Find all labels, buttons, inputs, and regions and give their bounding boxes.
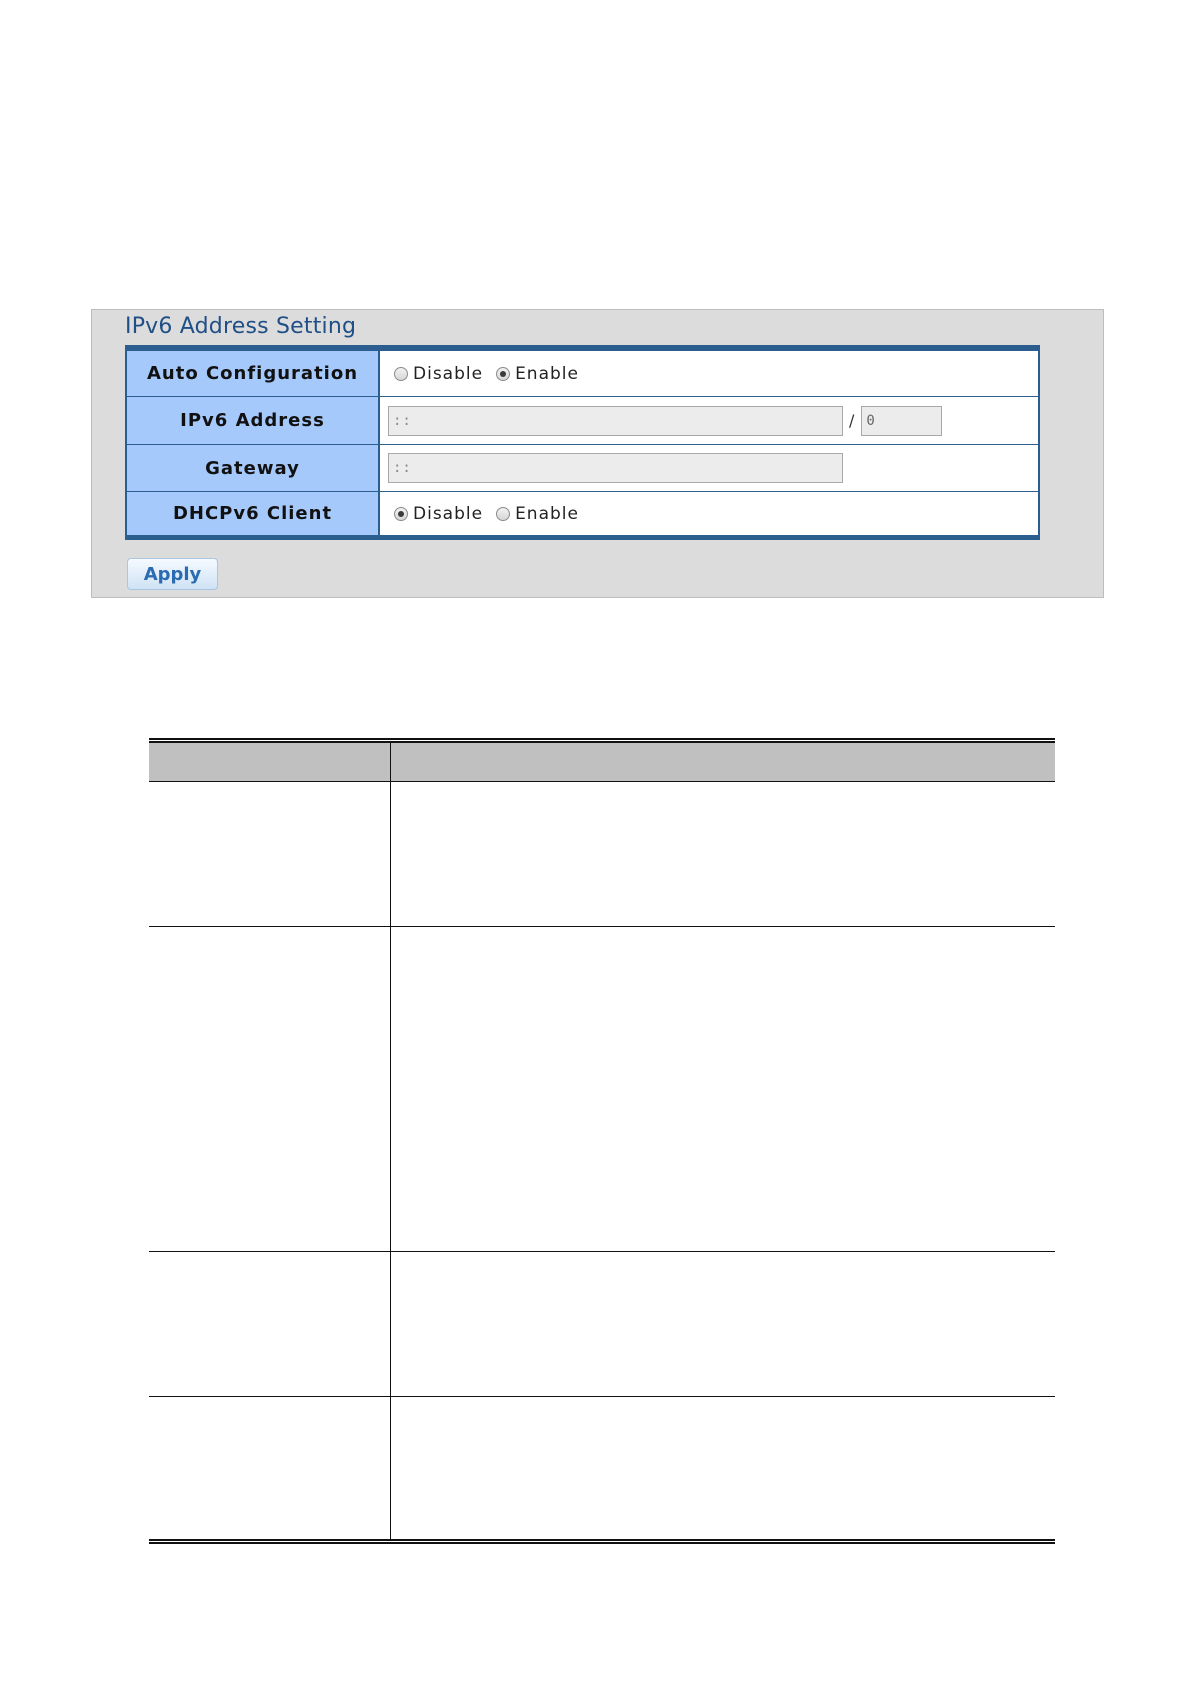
dhcpv6-client-enable-radio[interactable] xyxy=(496,507,510,521)
ipv6-address-input[interactable]: :: xyxy=(388,406,843,436)
gateway-input[interactable]: :: xyxy=(388,453,843,483)
auto-configuration-disable-label[interactable]: Disable xyxy=(413,363,484,384)
description-table-header xyxy=(149,741,1055,782)
dhcpv6-client-label: DHCPv6 Client xyxy=(127,492,380,535)
auto-configuration-row xyxy=(127,351,1038,397)
auto-configuration-disable-radio[interactable] xyxy=(394,367,408,381)
object-cell xyxy=(149,927,391,1252)
description-table xyxy=(149,738,1055,1544)
object-cell xyxy=(149,1252,391,1397)
description-cell xyxy=(391,782,1056,927)
gateway-row xyxy=(127,445,1038,492)
ipv6-settings-panel xyxy=(91,309,1104,598)
description-cell xyxy=(391,1252,1056,1397)
gateway-label: Gateway xyxy=(127,445,380,491)
object-cell xyxy=(149,782,391,927)
ipv6-address-label: IPv6 Address xyxy=(127,397,380,444)
apply-button[interactable]: Apply xyxy=(127,558,218,590)
ipv6-address-row xyxy=(127,397,1038,445)
settings-table xyxy=(125,345,1040,540)
dhcpv6-client-options xyxy=(380,492,1038,535)
dhcpv6-client-row xyxy=(127,492,1038,535)
auto-configuration-label: Auto Configuration xyxy=(127,351,380,396)
panel-title: IPv6 Address Setting xyxy=(125,314,357,339)
ipv6-address-fields xyxy=(380,397,1038,444)
prefix-separator: / xyxy=(849,411,856,430)
table-row xyxy=(149,782,1055,927)
gateway-fields xyxy=(380,445,1038,491)
auto-configuration-options xyxy=(380,351,1038,396)
auto-configuration-enable-radio[interactable] xyxy=(496,367,510,381)
object-cell xyxy=(149,1397,391,1542)
header-cell-description xyxy=(391,741,1056,782)
table-row xyxy=(149,1252,1055,1397)
description-cell xyxy=(391,1397,1056,1542)
ipv6-prefix-input[interactable]: 0 xyxy=(861,406,942,436)
dhcpv6-client-disable-radio[interactable] xyxy=(394,507,408,521)
dhcpv6-client-disable-label[interactable]: Disable xyxy=(413,503,484,524)
table-row xyxy=(149,927,1055,1252)
table-row xyxy=(149,1397,1055,1542)
auto-configuration-enable-label[interactable]: Enable xyxy=(515,363,579,384)
description-cell xyxy=(391,927,1056,1252)
dhcpv6-client-enable-label[interactable]: Enable xyxy=(515,503,579,524)
header-cell-object xyxy=(149,741,391,782)
